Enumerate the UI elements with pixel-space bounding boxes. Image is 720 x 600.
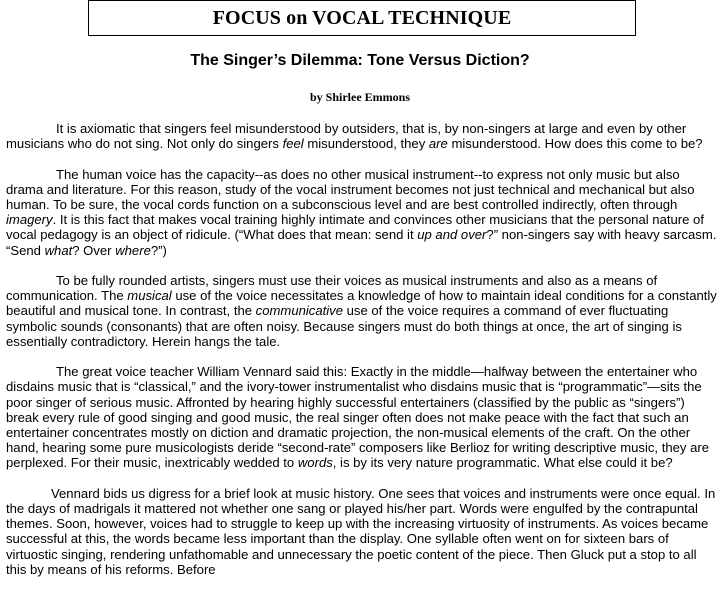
emphasized-text: where — [115, 242, 151, 258]
author-byline: by Shirlee Emmons — [309, 90, 410, 104]
emphasized-text: words — [297, 455, 333, 471]
text-run: The human voice has the capacity--as does no other musical instrument--to express not only music but also drama and literature. For this reason, study of the vocal instrument becomes not just technical and mechanical but also human. To be sure, the vocal cords function on a subconscious level and are best controlled indirectly, often through — [6, 166, 695, 212]
paragraph-4 — [6, 364, 719, 470]
emphasized-text: up and over — [417, 227, 487, 243]
text-run: The great voice teacher William Vennard said this: Exactly in the middle—halfway between the entertainer who disdains music that is “classical,” and the ivory-tower instrumentalist who disdains music that is “programmatic”—sits the poor singer of serious music. Affronted by hearing highly successful entertainers (classified by the public as “singers”) break every rule of good singing and good music, the real singer often does not make peace with the fact that such an entertainer concentrates mostly on diction and dramatic projection, the non-musical elements of the craft. On the other hand, hearing some pure musicologists deride “second-rate” composers like Berlioz for writing descriptive music, they are perplexed. For their music, inextricably wedded to — [6, 364, 710, 471]
text-run: Vennard bids us digress for a brief look at music history. One sees that voices and instruments were once equal. In the days of madrigals it mattered not whether one sang or played his/her part. Words were engulfed by the contrapuntal themes. Soon, however, voices had to struggle to keep up with the increasing virtuosity of instruments. As voices became successful at this, the words became less important than the display. One syllable often went on for sixteen bars of virtuostic singing, rendering unfathomable and unnecessary the poetic content of the piece. Then Gluck put a stop to all this by means of his reforms. Before — [6, 485, 716, 577]
text-run: To be fully rounded artists, singers must use their voices as musical instruments and also as a means of communication. The — [6, 273, 658, 304]
text-run: use of the voice requires a command of ever fluctuating symbolic sounds (consonants) that are often noisy. Because singers must do both things at once, the art of singing is essentially contradictory. Herein hangs the tale. — [6, 303, 682, 349]
paragraph-2 — [6, 167, 719, 258]
text-run: . It is this fact that makes vocal training highly intimate and convinces other musicians that the personal nature of vocal pedagogy is an object of ridicule. (“What does that mean: send it — [6, 212, 704, 243]
article-body — [6, 121, 719, 592]
emphasized-text: musical — [127, 288, 172, 304]
emphasized-text: communicative — [255, 303, 343, 319]
text-run: It is axiomatic that singers feel misunderstood by outsiders, that is, by non-singers at large and even by other musicians who do not sing. Not only do singers — [6, 121, 687, 152]
text-run: ?” non-singers say with heavy sarcasm. “Send — [6, 227, 717, 258]
column-header-box — [88, 0, 636, 36]
text-run: use of the voice necessitates a knowledge of how to maintain ideal conditions for a constantly beautiful and musical tone. In contrast, the — [6, 288, 717, 319]
text-run: misunderstood. How does this come to be? — [447, 136, 703, 152]
column-title: FOCUS on VOCAL TECHNIQUE — [212, 6, 512, 29]
emphasized-text: are — [428, 136, 448, 152]
article-title: The Singer’s Dilemma: Tone Versus Diction? — [190, 52, 530, 69]
emphasized-text: imagery — [6, 212, 53, 228]
text-run: ?”) — [150, 242, 167, 258]
text-run: , is by its very nature programmatic. What else could it be? — [332, 455, 673, 471]
paragraph-1 — [6, 121, 719, 151]
emphasized-text: feel — [282, 136, 304, 152]
paragraph-5 — [6, 486, 719, 577]
text-run: misunderstood, they — [303, 136, 429, 152]
text-run: ? Over — [72, 242, 116, 258]
paragraph-3 — [6, 273, 719, 349]
emphasized-text: what — [44, 242, 73, 258]
